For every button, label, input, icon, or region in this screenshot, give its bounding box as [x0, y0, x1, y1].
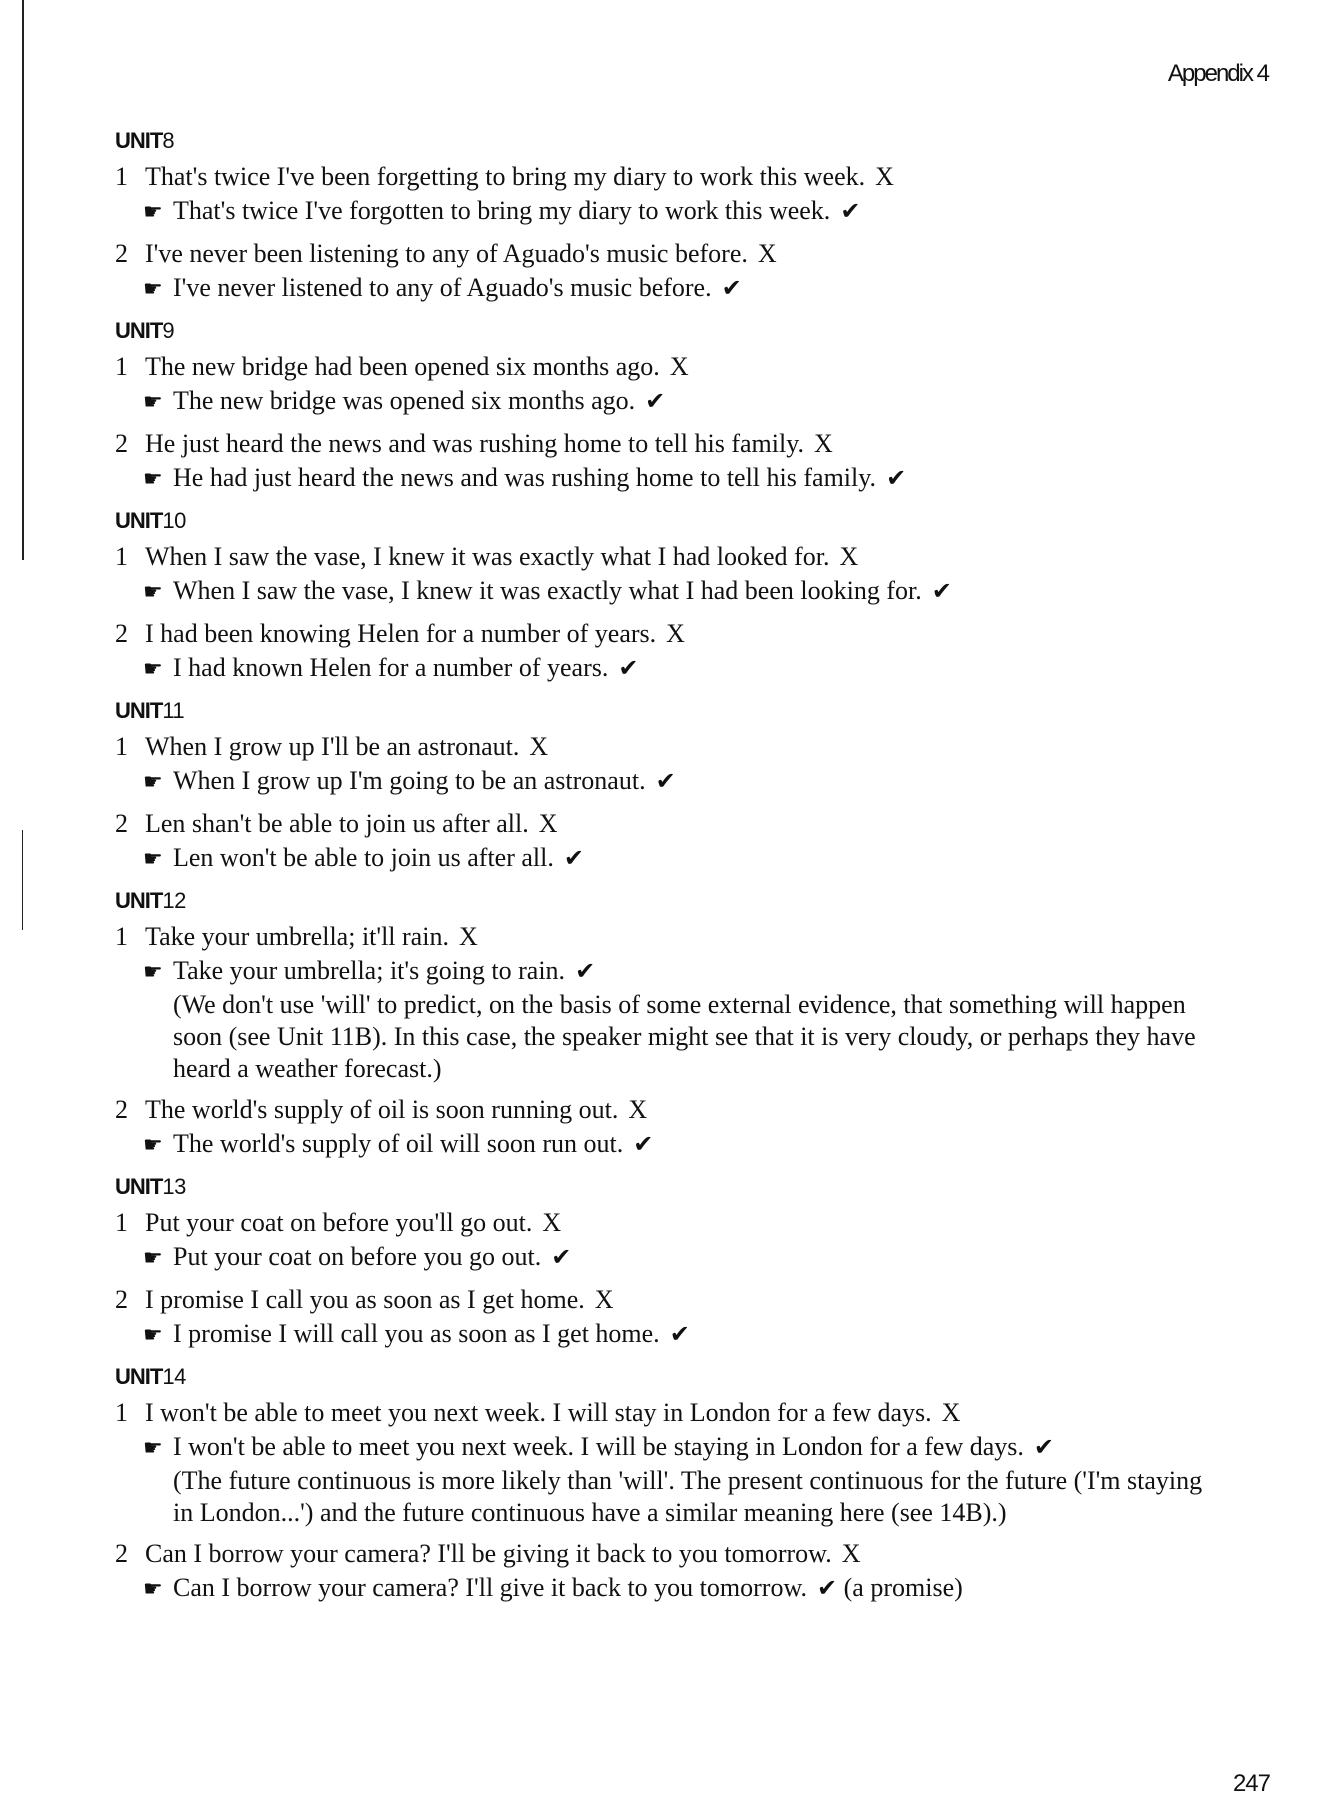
- check-mark-icon: ✔: [551, 1243, 572, 1271]
- pointing-hand-icon: ☛: [143, 846, 163, 871]
- pointing-hand-icon: ☛: [143, 1322, 163, 1347]
- check-mark-icon: ✔: [669, 1320, 690, 1348]
- check-mark-icon: ✔: [886, 464, 907, 492]
- unit-section: [115, 316, 1215, 496]
- incorrect-text: Take your umbrella; it'll rain.: [145, 922, 449, 951]
- cross-mark: X: [669, 352, 689, 381]
- corrected-text: I've never listened to any of Aguado's music before.: [173, 273, 712, 302]
- unit-number: 14: [162, 1364, 186, 1389]
- incorrect-text: Put your coat on before you'll go out.: [145, 1208, 533, 1237]
- incorrect-sentence: [115, 1396, 1215, 1430]
- incorrect-sentence: [115, 160, 1215, 194]
- unit-section: [115, 126, 1215, 306]
- corrected-sentence: [115, 1430, 1215, 1465]
- incorrect-text: The world's supply of oil is soon running out.: [145, 1095, 619, 1124]
- incorrect-sentence: [115, 1206, 1215, 1240]
- unit-label: UNIT: [115, 698, 163, 723]
- incorrect-sentence: [115, 807, 1215, 841]
- item-number: 2: [115, 1285, 128, 1314]
- item-number: 1: [115, 542, 128, 571]
- cross-mark: X: [814, 429, 833, 458]
- incorrect-sentence: [115, 237, 1215, 271]
- incorrect-text: I promise I call you as soon as I get home.: [145, 1285, 585, 1314]
- incorrect-sentence: [115, 920, 1215, 954]
- item-number: 2: [115, 239, 128, 268]
- incorrect-sentence: [115, 1537, 1215, 1571]
- unit-label: UNIT: [115, 888, 163, 913]
- unit-section: [115, 1172, 1215, 1352]
- corrected-sentence: [115, 954, 1215, 989]
- check-mark-icon: ✔: [575, 957, 596, 985]
- cross-mark: X: [666, 619, 685, 648]
- inline-note: (a promise): [843, 1573, 963, 1602]
- answer-item: [115, 1093, 1215, 1162]
- check-mark-icon: ✔: [645, 387, 666, 415]
- unit-number: 10: [162, 508, 186, 533]
- pointing-hand-icon: ☛: [143, 656, 163, 681]
- corrected-text: The new bridge was opened six months ago.: [173, 386, 636, 415]
- item-number: 2: [115, 1539, 128, 1568]
- binding-mark: [22, 830, 23, 930]
- answer-key: [115, 126, 1215, 1616]
- incorrect-text: That's twice I've been forgetting to bring my diary to work this week.: [145, 162, 866, 191]
- page-number: 247: [1232, 1770, 1270, 1797]
- answer-item: [115, 1537, 1215, 1606]
- answer-item: [115, 920, 1215, 1085]
- unit-number: 13: [162, 1174, 186, 1199]
- cross-mark: X: [542, 1208, 562, 1237]
- check-mark-icon: ✔: [721, 274, 742, 302]
- item-number: 2: [115, 619, 128, 648]
- pointing-hand-icon: ☛: [143, 579, 163, 604]
- corrected-sentence: [115, 1240, 1215, 1275]
- corrected-text: When I grow up I'm going to be an astronaut.: [173, 766, 646, 795]
- cross-mark: X: [538, 809, 558, 838]
- unit-heading: [115, 886, 1215, 916]
- cross-mark: X: [875, 162, 894, 191]
- check-mark-icon: ✔: [840, 197, 861, 225]
- incorrect-sentence: [115, 427, 1215, 461]
- cross-mark: X: [841, 1539, 861, 1568]
- cross-mark: X: [458, 922, 478, 951]
- unit-number: 12: [162, 888, 186, 913]
- pointing-hand-icon: ☛: [143, 959, 163, 984]
- incorrect-sentence: [115, 1283, 1215, 1317]
- incorrect-text: I won't be able to meet you next week. I will stay in London for a few days.: [145, 1398, 932, 1427]
- incorrect-sentence: [115, 617, 1215, 651]
- incorrect-sentence: [115, 540, 1215, 574]
- check-mark-icon: ✔: [1033, 1433, 1055, 1461]
- unit-label: UNIT: [115, 508, 163, 533]
- pointing-hand-icon: ☛: [143, 1435, 163, 1460]
- item-number: 1: [115, 162, 128, 191]
- unit-heading: [115, 126, 1215, 156]
- unit-heading: [115, 1172, 1215, 1202]
- corrected-text: Take your umbrella; it's going to rain.: [173, 956, 566, 985]
- item-number: 2: [115, 809, 128, 838]
- unit-section: [115, 1362, 1215, 1606]
- incorrect-text: When I saw the vase, I knew it was exactly what I had looked for.: [145, 542, 830, 571]
- answer-item: [115, 730, 1215, 799]
- corrected-sentence: [115, 651, 1215, 686]
- incorrect-text: He just heard the news and was rushing home to tell his family.: [145, 429, 805, 458]
- corrected-text: He had just heard the news and was rushing home to tell his family.: [173, 463, 877, 492]
- corrected-text: Put your coat on before you go out.: [173, 1242, 542, 1271]
- incorrect-text: I've never been listening to any of Aguado's music before.: [145, 239, 748, 268]
- check-mark-icon: ✔: [655, 767, 676, 795]
- answer-item: [115, 1206, 1215, 1275]
- corrected-text: I promise I will call you as soon as I get home.: [173, 1319, 660, 1348]
- cross-mark: X: [594, 1285, 614, 1314]
- item-number: 1: [115, 1208, 128, 1237]
- unit-section: [115, 886, 1215, 1162]
- answer-item: [115, 617, 1215, 686]
- answer-item: [115, 237, 1215, 306]
- explanation-note: (The future continuous is more likely than 'will'. The present continuous for the future ('I'm staying in London...') and the future continuous have a similar meaning here (see 14B).): [173, 1466, 1203, 1527]
- unit-label: UNIT: [115, 1174, 163, 1199]
- corrected-sentence: [115, 841, 1215, 876]
- running-header: Appendix 4: [1167, 60, 1268, 87]
- unit-label: UNIT: [115, 318, 163, 343]
- check-mark-icon: ✔: [618, 654, 639, 682]
- cross-mark: X: [628, 1095, 648, 1124]
- unit-label: UNIT: [115, 1364, 163, 1389]
- unit-section: [115, 696, 1215, 876]
- pointing-hand-icon: ☛: [143, 1132, 163, 1157]
- answer-item: [115, 1396, 1215, 1529]
- cross-mark: X: [941, 1398, 961, 1427]
- item-number: 1: [115, 352, 128, 381]
- unit-number: 8: [162, 128, 175, 153]
- corrected-sentence: [115, 1127, 1215, 1162]
- corrected-text: When I saw the vase, I knew it was exactly what I had been looking for.: [173, 576, 922, 605]
- check-mark-icon: ✔: [817, 1574, 838, 1602]
- cross-mark: X: [529, 732, 549, 761]
- corrected-text: I had known Helen for a number of years.: [173, 653, 609, 682]
- incorrect-text: The new bridge had been opened six months ago.: [145, 352, 660, 381]
- incorrect-sentence: [115, 350, 1215, 384]
- cross-mark: X: [839, 542, 859, 571]
- unit-heading: [115, 1362, 1215, 1392]
- unit-number: 9: [162, 318, 175, 343]
- unit-number: 11: [162, 698, 185, 723]
- pointing-hand-icon: ☛: [143, 276, 163, 301]
- corrected-sentence: [115, 574, 1215, 609]
- pointing-hand-icon: ☛: [143, 769, 163, 794]
- answer-item: [115, 427, 1215, 496]
- corrected-text: Can I borrow your camera? I'll give it back to you tomorrow.: [173, 1573, 808, 1602]
- corrected-text: I won't be able to meet you next week. I will be staying in London for a few days.: [173, 1432, 1024, 1461]
- explanation-note: (We don't use 'will' to predict, on the basis of some external evidence, that something will happen soon (see Unit 11B). In this case, the speaker might see that it is very cloudy, or perhaps they have heard a weather forecast.): [173, 990, 1196, 1083]
- unit-heading: [115, 506, 1215, 536]
- corrected-sentence: [115, 384, 1215, 419]
- incorrect-text: Len shan't be able to join us after all.: [145, 809, 529, 838]
- unit-label: UNIT: [115, 128, 163, 153]
- check-mark-icon: ✔: [563, 844, 584, 872]
- answer-item: [115, 160, 1215, 229]
- corrected-sentence: [115, 461, 1215, 496]
- pointing-hand-icon: ☛: [143, 1576, 163, 1601]
- binding-line: [22, 0, 24, 560]
- corrected-sentence: [115, 194, 1215, 229]
- corrected-text: That's twice I've forgotten to bring my diary to work this week.: [173, 196, 831, 225]
- answer-item: [115, 350, 1215, 419]
- corrected-text: The world's supply of oil will soon run out.: [173, 1129, 624, 1158]
- item-number: 1: [115, 732, 128, 761]
- incorrect-text: Can I borrow your camera? I'll be giving it back to you tomorrow.: [145, 1539, 832, 1568]
- check-mark-icon: ✔: [633, 1130, 654, 1158]
- incorrect-sentence: [115, 1093, 1215, 1127]
- cross-mark: X: [757, 239, 777, 268]
- answer-item: [115, 540, 1215, 609]
- item-number: 1: [115, 922, 128, 951]
- unit-section: [115, 506, 1215, 686]
- corrected-sentence: [115, 271, 1215, 306]
- pointing-hand-icon: ☛: [143, 466, 163, 491]
- item-number: 2: [115, 429, 128, 458]
- incorrect-text: When I grow up I'll be an astronaut.: [145, 732, 520, 761]
- answer-item: [115, 807, 1215, 876]
- answer-item: [115, 1283, 1215, 1352]
- check-mark-icon: ✔: [931, 577, 952, 605]
- pointing-hand-icon: ☛: [143, 1245, 163, 1270]
- corrected-text: Len won't be able to join us after all.: [173, 843, 554, 872]
- item-number: 2: [115, 1095, 128, 1124]
- corrected-sentence: [115, 1317, 1215, 1352]
- corrected-sentence: [115, 1571, 1215, 1606]
- item-number: 1: [115, 1398, 128, 1427]
- pointing-hand-icon: ☛: [143, 199, 163, 224]
- pointing-hand-icon: ☛: [143, 389, 163, 414]
- corrected-sentence: [115, 764, 1215, 799]
- unit-heading: [115, 316, 1215, 346]
- unit-heading: [115, 696, 1215, 726]
- incorrect-text: I had been knowing Helen for a number of years.: [145, 619, 657, 648]
- incorrect-sentence: [115, 730, 1215, 764]
